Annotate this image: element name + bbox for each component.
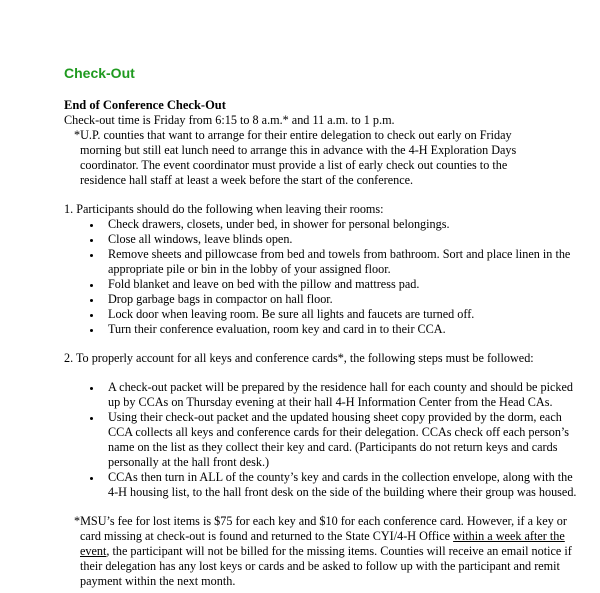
checkout-time: Check-out time is Friday from 6:15 to 8 a.m.* and 11 a.m. to 1 p.m.	[64, 113, 395, 127]
step1-list	[64, 217, 584, 337]
step2-list	[64, 380, 584, 500]
fee-note-before: *MSU’s fee for lost items is $75 for each key and $10 for each conference card. However, if a key or card missing at check-out is found and returned to the State CYI/4-H Office	[74, 514, 567, 543]
fee-note	[74, 514, 584, 589]
list-item: • Turn their conference evaluation, room key and card in to their CCA.	[102, 322, 584, 337]
document-body	[64, 98, 584, 589]
list-item: • Drop garbage bags in compactor on hall floor.	[102, 292, 584, 307]
list-item: • Using their check-out packet and the updated housing sheet copy provided by the dorm, each CCA collects all keys and conference cards for their delegation. CCAs check off each person’s name on the list as they collect their key and card. (Participants do not return keys and cards personally at the hall front desk.)	[102, 410, 584, 470]
list-item: • Lock door when leaving room. Be sure all lights and faucets are turned off.	[102, 307, 584, 322]
fee-note-after: , the participant will not be billed for the missing items. Counties will receive an email notice if their delegation has any lost keys or cards and be asked to follow up with the participant and remit payment within the next month.	[80, 544, 572, 588]
page-title: Check-Out	[64, 65, 135, 81]
list-item: • CCAs then turn in ALL of the county’s key and cards in the collection envelope, along with the 4-H housing list, to the hall front desk on the side of the building where their group was housed.	[102, 470, 584, 500]
step2-intro: 2. To properly account for all keys and conference cards*, the following steps must be followed:	[64, 351, 534, 365]
list-item: • A check-out packet will be prepared by the residence hall for each county and should be picked up by CCAs on Thursday evening at their hall 4-H Information Center from the Head CAs.	[102, 380, 584, 410]
list-item: • Close all windows, leave blinds open.	[102, 232, 584, 247]
step1-intro: 1. Participants should do the following when leaving their rooms:	[64, 202, 384, 216]
up-counties-note: *U.P. counties that want to arrange for their entire delegation to check out early on Friday morning but still eat lunch need to arrange this in advance with the 4-H Exploration Days coordinator. The event coordinator must provide a list of early check out counties to the residence hall staff at least a week before the start of the conference.	[74, 128, 517, 187]
fee-note-underlined: within a week after the event	[80, 529, 565, 558]
list-item: • Remove sheets and pillowcase from bed and towels from bathroom. Sort and place linen in the appropriate pile or bin in the lobby of your assigned floor.	[102, 247, 584, 277]
section-heading: End of Conference Check-Out	[64, 98, 226, 112]
list-item: • Check drawers, closets, under bed, in shower for personal belongings.	[102, 217, 584, 232]
list-item: • Fold blanket and leave on bed with the pillow and mattress pad.	[102, 277, 584, 292]
